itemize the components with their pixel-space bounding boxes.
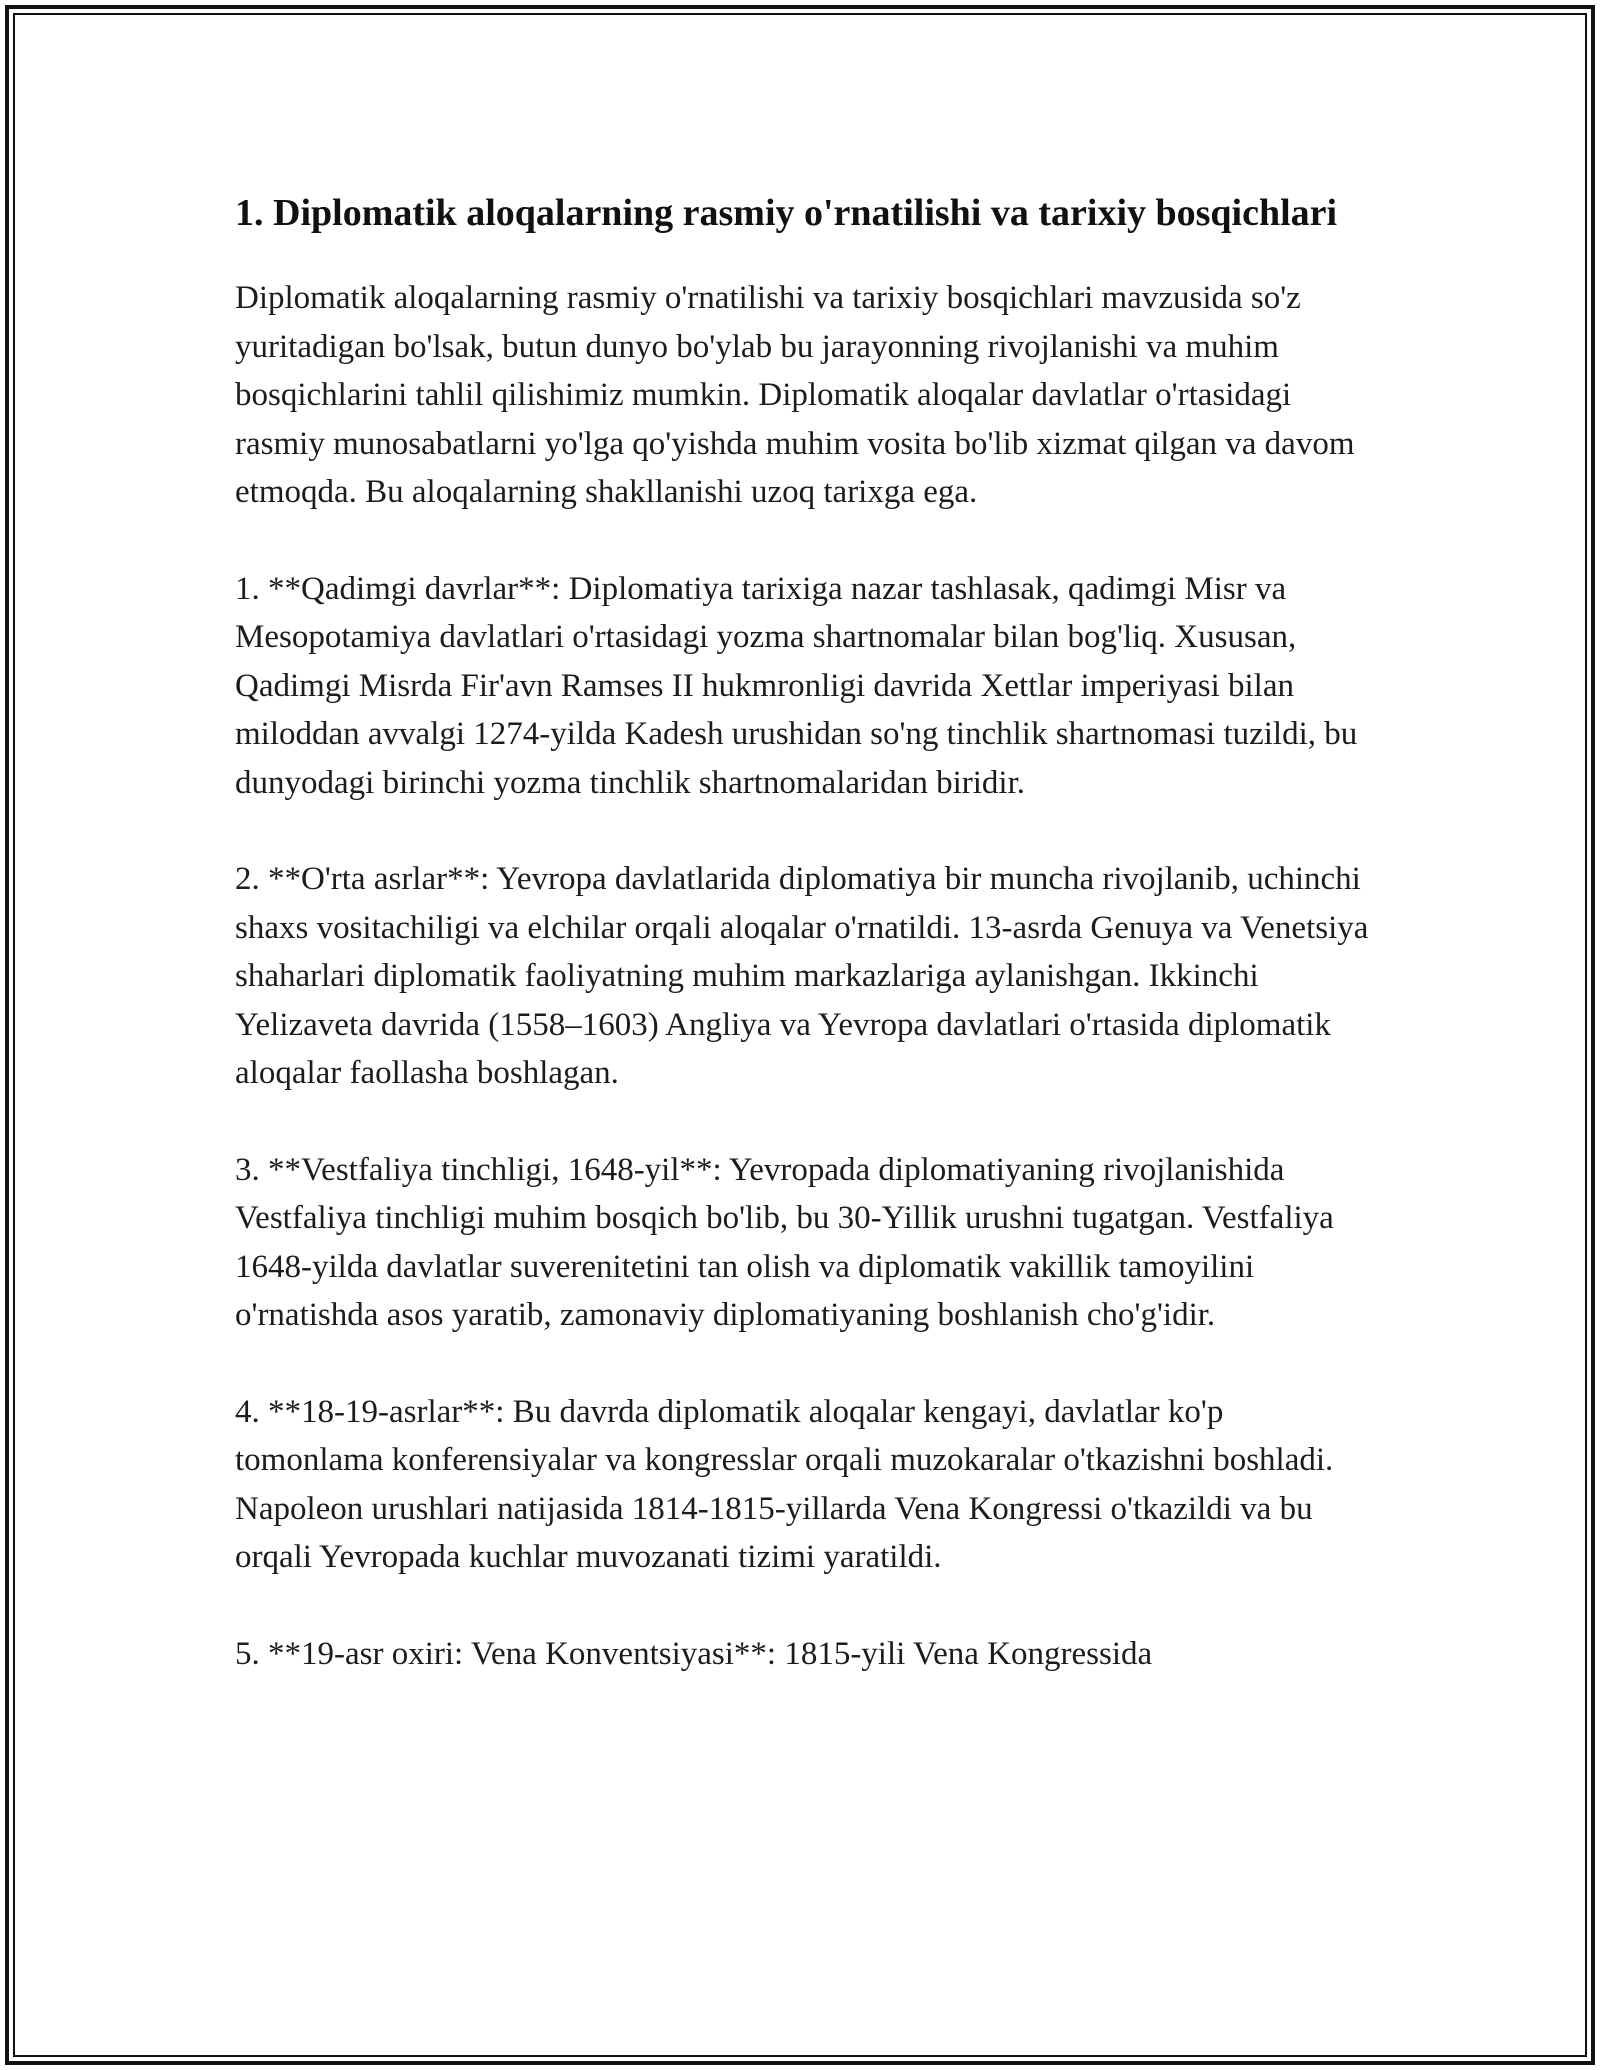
list-item-vienna-convention: 5. **19-asr oxiri: Vena Konventsiyasi**: 1815-yili Vena Kongressida xyxy=(235,1635,1153,1672)
list-item-middle-ages: 2. **O'rta asrlar**: Yevropa davlatlarida diplomatiya bir muncha rivojlanib, uchinchi shaxs vositachiligi va elchilar orqali aloqalar o'rnatildi. 13-asrda Genuya va Venetsiya shaharlari diplomatik faoliyatning muhim markazlariga aylanishgan. Ikkinchi Yelizaveta davrida (1558–1603) Angliya va Yevropa davlatlari o'rtasida diplomatik aloqalar faollasha boshlagan. xyxy=(235,861,1369,1091)
list-item-westphalia: 3. **Vestfaliya tinchligi, 1648-yil**: Yevropada diplomatiyaning rivojlanishida Vestfaliya tinchligi muhim bosqich bo'lib, bu 30-Yillik urushni tugatgan. Vestfaliya 1648-yilda davlatlar suverenitetini tan olish va diplomatik vakillik tamoyilini o'rnatishda asos yaratib, zamonaviy diplomatiyaning boshlanish cho'g'idir. xyxy=(235,1151,1334,1333)
section-heading: 1. Diplomatik aloqalarning rasmiy o'rnatilishi va tarixiy bosqichlari xyxy=(235,192,1338,234)
list-item-ancient-times: 1. **Qadimgi davrlar**: Diplomatiya tarixiga nazar tashlasak, qadimgi Misr va Mesopotamiya davlatlari o'rtasidagi yozma shartnomalar bilan bog'liq. Xususan, Qadimgi Misrda Fir'avn Ramses II hukmronligi davrida Xettlar imperiyasi bilan miloddan avvalgi 1274-yilda Kadesh urushidan so'ng tinchlik shartnomasi tuzildi, bu dunyodagi birinchi yozma tinchlik shartnomalaridan biridir. xyxy=(235,570,1358,801)
intro-paragraph: Diplomatik aloqalarning rasmiy o'rnatilishi va tarixiy bosqichlari mavzusida so'z yuritadigan bo'lsak, butun dunyo bo'ylab bu jarayonning rivojlanishi va muhim bosqichlarini tahlil qilishimiz mumkin. Diplomatik aloqalar davlatlar o'rtasidagi rasmiy munosabatlarni yo'lga qo'yishda muhim vosita bo'lib xizmat qilgan va davom etmoqda. Bu aloqalarning shakllanishi uzoq tarixga ega. xyxy=(235,280,1355,510)
document-body xyxy=(235,186,1375,1726)
list-item-18-19-centuries: 4. **18-19-asrlar**: Bu davrda diplomatik aloqalar kengayi, davlatlar ko'p tomonlama konferensiyalar va kongresslar orqali muzokaralar o'tkazishni boshladi. Napoleon urushlari natijasida 1814-1815-yillarda Vena Kongressi o'tkazildi va bu orqali Yevropada kuchlar muvozanati tizimi yaratildi. xyxy=(235,1393,1334,1575)
